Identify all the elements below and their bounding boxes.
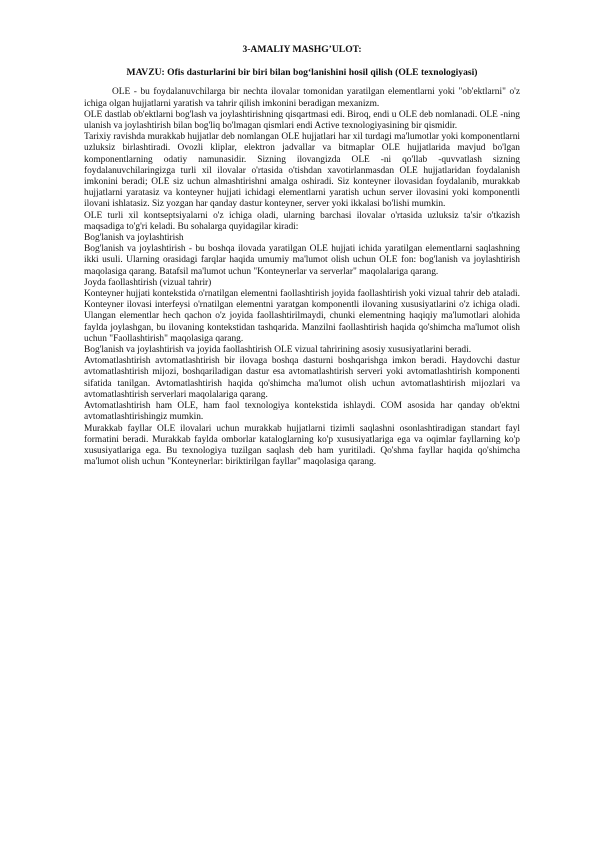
document-subtitle: MAVZU: Ofis dasturlarini bir biri bilan bog‘lanishini hosil qilish (OLE texnologiyasi): [126, 67, 478, 79]
paragraph: Murakkab fayllar OLE ilovalari uchun murakkab hujjatlarni tizimli saqlashni osonlashtiradigan standart fayl formatini beradi. Murakkab faylda omborlar kataloglarning ko'p xususiyatlariga ega va oqimlar fayllarning ko'p xususiyatlariga ega. Bu texnologiya tuzilgan saqlash deb ham yuritiladi. Qo'shma fayllar haqida qo'shimcha ma'lumot olish uchun "Konteynerlar: biriktirilgan fayllar" maqolasiga qarang.: [84, 423, 520, 468]
paragraph: Tarixiy ravishda murakkab hujjatlar deb nomlangan OLE hujjatlari har xil turdagi ma'lumotlar yoki komponentlarni uzluksiz birlashtiradi. Ovozli kliplar, elektron jadvallar va bitmaplar OLE hujjatlarida mavjud bo'lgan komponentlarning odatiy namunasidir. Sizning ilovangizda OLE -ni qo'llab -quvvatlash sizning foydalanuvchilaringizga turli xil ilovalar o'rtasida o'tishdan xavotirlanmasdan OLE hujjatlaridan foydalanish imkonini beradi; OLE siz uchun almashtirishni amalga oshiradi. Siz konteyner ilovasidan foydalanib, murakkab hujjatlarni yaratasiz va konteyner hujjati ichidagi elementlarni yaratish uchun server ilovasini yoki komponentli ilovani ishlatasiz. Siz yozgan har qanday dastur konteyner, server yoki ikkalasi bo'lishi mumkin.: [84, 132, 520, 210]
paragraph-intro: OLE - bu foydalanuvchilarga bir nechta ilovalar tomonidan yaratilgan elementlarni yoki "ob'ektlarni" o'z ichiga olgan hujjatlarni yaratish va tahrir qilish imkonini beradigan mexanizm.: [84, 87, 520, 109]
paragraph: Avtomatlashtirish avtomatlashtirish bir ilovaga boshqa dasturni boshqarishga imkon beradi. Haydovchi dastur avtomatlashtirish mijozi, boshqariladigan dastur esa avtomatlashtirish serveri yoki avtomatlashtirish komponenti sifatida tanilgan. Avtomatlashtirish haqida qo'shimcha ma'lumot olish uchun avtomatlashtirish mijozlari va avtomatlashtirish serverlari maqolalariga qarang.: [84, 356, 520, 400]
paragraph: Avtomatlashtirish ham OLE, ham faol texnologiya kontekstida ishlaydi. COM asosida har qanday ob'ektni avtomatlashtirishingiz mumkin.: [84, 401, 520, 423]
paragraph: Bog'lanish va joylashtirish va joyida faollashtirish OLE vizual tahririning asosiy xususiyatlarini beradi.: [84, 345, 472, 356]
paragraph: OLE turli xil kontseptsiyalarni o'z ichiga oladi, ularning barchasi ilovalar o'rtasida uzluksiz ta'sir o'tkazish maqsadiga to'g'ri keladi. Bu sohalarga quyidagilar kiradi:: [84, 210, 520, 232]
paragraph: Konteyner hujjati kontekstida o'rnatilgan elementni faollashtirish joyida faollashtirish yoki vizual tahrir deb ataladi. Konteyner ilovasi interfeysi o'rnatilgan elementni yaratgan komponentli ilovaning xususiyatlarini o'z ichiga oladi. Ulangan elementlar hech qachon o'z joyida faollashtirilmaydi, chunki elementning haqiqiy ma'lumotlari alohida faylda joylashgan, bu ilovaning kontekstidan tashqarida. Manzilni faollashtirish haqida qo'shimcha ma'lumot olish uchun "Faollashtirish" maqolasiga qarang.: [84, 289, 520, 344]
section-heading: Bog'lanish va joylashtirish: [84, 233, 184, 244]
section-heading: Joyda faollashtirish (vizual tahrir): [84, 277, 212, 288]
paragraph: Bog'lanish va joylashtirish - bu boshqa ilovada yaratilgan OLE hujjati ichida yaratilgan elementlarni saqlashning ikki usuli. Ularning orasidagi farqlar haqida umumiy ma'lumot olish uchun OLE fon: bog'lanish va joylashtirish maqolasiga qarang. Batafsil ma'lumot uchun "Konteynerlar va serverlar" maqolalariga qarang.: [84, 244, 520, 277]
paragraph: OLE dastlab ob'ektlarni bog'lash va joylashtirishning qisqartmasi edi. Biroq, endi u OLE deb nomlanadi. OLE -ning ulanish va joylashtirish bilan bog'liq bo'lmagan qismlari endi Active texnologiyasining bir qismidir.: [84, 109, 520, 132]
document-title: 3-AMALIY MASHG’ULOT:: [242, 44, 362, 55]
document-page: [84, 40, 520, 468]
